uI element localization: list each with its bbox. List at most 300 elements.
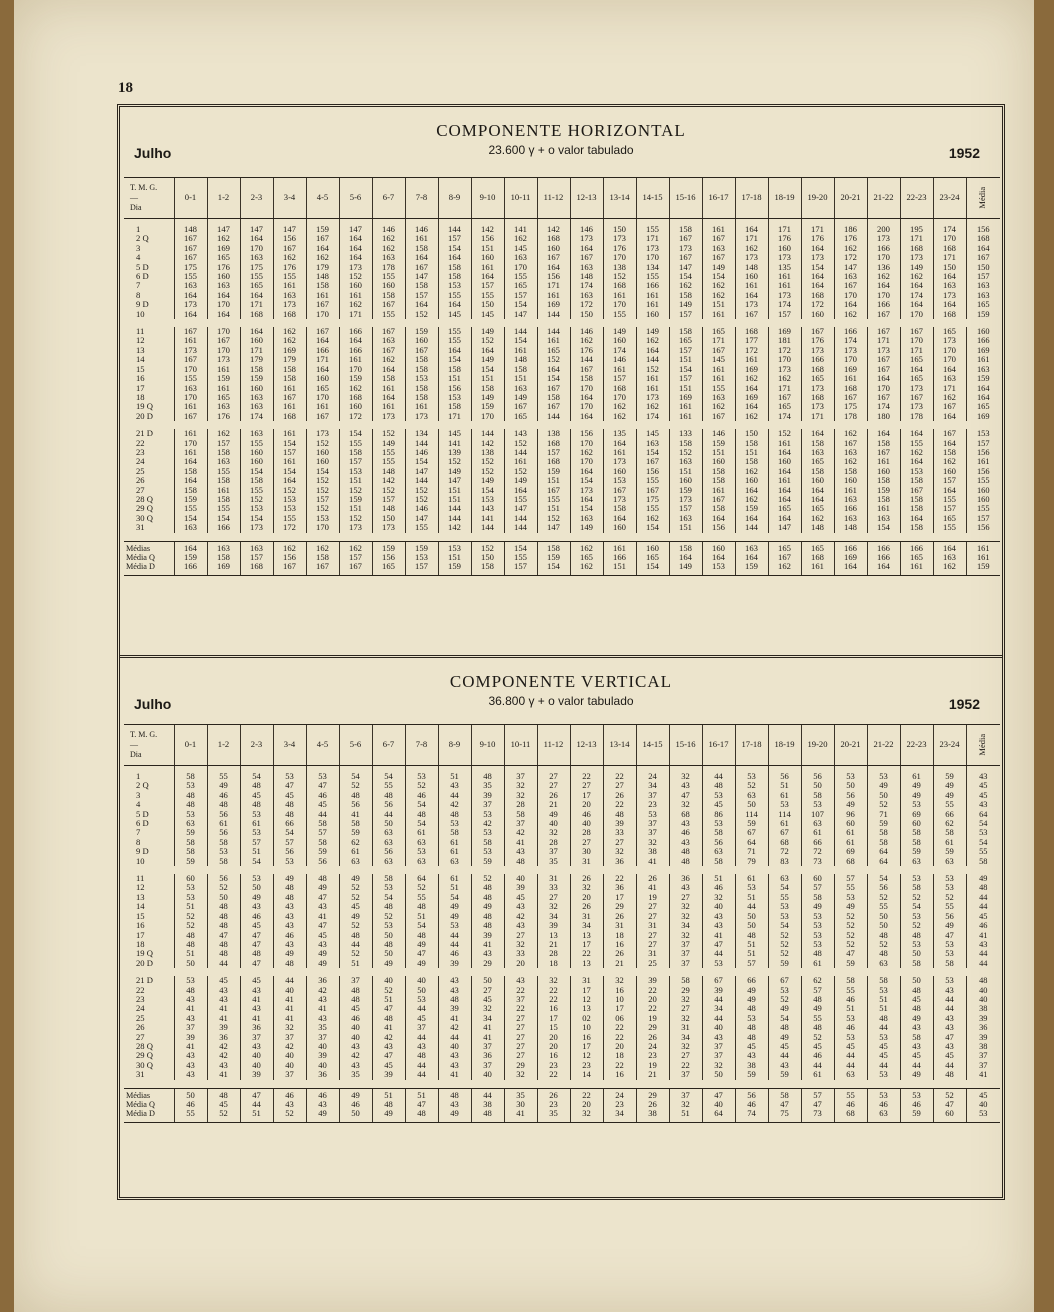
- value-cell: 44: [834, 1051, 867, 1060]
- horizontal-month: Julho: [134, 145, 172, 161]
- summary-value-cell: 51: [240, 1109, 273, 1122]
- value-cell: 50: [207, 893, 240, 902]
- value-cell: 53: [933, 883, 966, 892]
- value-cell: 163: [834, 448, 867, 457]
- summary-value-cell: 46: [834, 1100, 867, 1109]
- value-cell: 68: [669, 810, 702, 819]
- value-cell: 22: [669, 1061, 702, 1070]
- value-cell: 63: [438, 857, 471, 866]
- value-cell: 43: [372, 1042, 405, 1051]
- value-cell: 56: [768, 766, 801, 782]
- value-cell: 147: [834, 263, 867, 272]
- value-cell: 47: [933, 1033, 966, 1042]
- value-cell: 161: [273, 281, 306, 290]
- hour-header: 13-14: [603, 725, 636, 766]
- value-cell: 53: [768, 912, 801, 921]
- value-cell: 48: [174, 800, 207, 809]
- value-cell: 22: [603, 766, 636, 782]
- hour-header: 12-13: [570, 725, 603, 766]
- value-cell: 56: [306, 857, 339, 866]
- value-cell: 174: [603, 346, 636, 355]
- value-cell: 41: [471, 1033, 504, 1042]
- value-cell: 139: [438, 448, 471, 457]
- value-cell: 53: [174, 883, 207, 892]
- value-cell: 52: [768, 931, 801, 940]
- value-cell: 154: [867, 523, 900, 532]
- daily-mean-cell: 160: [966, 486, 1000, 495]
- value-cell: 151: [438, 495, 471, 504]
- value-cell: 48: [207, 902, 240, 911]
- value-cell: 167: [867, 448, 900, 457]
- value-cell: 163: [240, 393, 273, 402]
- value-cell: 147: [438, 476, 471, 485]
- table-row: [124, 374, 1000, 383]
- value-cell: 45: [240, 791, 273, 800]
- value-cell: 165: [768, 402, 801, 411]
- value-cell: 155: [438, 291, 471, 300]
- value-cell: 46: [702, 883, 735, 892]
- value-cell: 156: [438, 384, 471, 393]
- value-cell: 170: [603, 253, 636, 262]
- value-cell: 170: [504, 263, 537, 272]
- value-cell: 173: [867, 234, 900, 243]
- summary-value-cell: 50: [174, 1088, 207, 1100]
- summary-value-cell: 47: [768, 1100, 801, 1109]
- value-cell: 150: [471, 300, 504, 309]
- hour-header: 11-12: [537, 725, 570, 766]
- value-cell: 27: [636, 902, 669, 911]
- value-cell: 143: [504, 429, 537, 438]
- value-cell: 22: [537, 995, 570, 1004]
- value-cell: 53: [801, 940, 834, 949]
- summary-value-cell: 165: [801, 541, 834, 553]
- value-cell: 164: [735, 219, 768, 235]
- value-cell: 45: [405, 1014, 438, 1023]
- value-cell: 162: [603, 402, 636, 411]
- value-cell: 40: [702, 902, 735, 911]
- value-cell: 164: [933, 365, 966, 374]
- table-row: [124, 365, 1000, 374]
- value-cell: 161: [735, 355, 768, 364]
- value-cell: 152: [405, 310, 438, 319]
- value-cell: 152: [504, 467, 537, 476]
- summary-value-cell: 59: [900, 1109, 933, 1122]
- value-cell: 44: [768, 1051, 801, 1060]
- summary-value-cell: 49: [306, 1109, 339, 1122]
- summary-value-cell: 20: [570, 1100, 603, 1109]
- value-cell: 138: [471, 448, 504, 457]
- table-row: [124, 931, 1000, 940]
- value-cell: 170: [933, 234, 966, 243]
- daily-mean-cell: 64: [966, 810, 1000, 819]
- value-cell: 27: [603, 838, 636, 847]
- value-cell: 144: [438, 514, 471, 523]
- value-cell: 176: [207, 263, 240, 272]
- value-cell: 23: [570, 1061, 603, 1070]
- value-cell: 54: [438, 893, 471, 902]
- value-cell: 154: [801, 263, 834, 272]
- summary-value-cell: 51: [669, 1109, 702, 1122]
- value-cell: 48: [372, 940, 405, 949]
- value-cell: 17: [537, 1014, 570, 1023]
- value-cell: 37: [636, 828, 669, 837]
- value-cell: 147: [240, 219, 273, 235]
- value-cell: 164: [735, 402, 768, 411]
- value-cell: 162: [933, 393, 966, 402]
- value-cell: 145: [471, 310, 504, 319]
- value-cell: 53: [933, 976, 966, 985]
- value-cell: 37: [273, 1070, 306, 1079]
- value-cell: 152: [669, 448, 702, 457]
- table-row: [124, 959, 1000, 968]
- value-cell: 44: [702, 949, 735, 958]
- value-cell: 41: [636, 883, 669, 892]
- value-cell: 37: [504, 819, 537, 828]
- value-cell: 43: [306, 995, 339, 1004]
- value-cell: 171: [438, 412, 471, 421]
- summary-value-cell: 162: [306, 541, 339, 553]
- value-cell: 37: [537, 847, 570, 856]
- value-cell: 160: [867, 467, 900, 476]
- value-cell: 44: [405, 1070, 438, 1079]
- value-cell: 42: [207, 1042, 240, 1051]
- value-cell: 22: [603, 1061, 636, 1070]
- value-cell: 147: [339, 219, 372, 235]
- value-cell: 46: [240, 912, 273, 921]
- value-cell: 51: [768, 781, 801, 790]
- value-cell: 45: [240, 976, 273, 985]
- value-cell: 59: [174, 857, 207, 866]
- value-cell: 161: [537, 336, 570, 345]
- value-cell: 152: [273, 486, 306, 495]
- value-cell: 53: [174, 810, 207, 819]
- value-cell: 170: [207, 346, 240, 355]
- daily-mean-cell: 160: [966, 495, 1000, 504]
- table-row: [124, 1033, 1000, 1042]
- value-cell: 27: [570, 838, 603, 847]
- value-cell: 155: [471, 291, 504, 300]
- value-cell: 154: [273, 439, 306, 448]
- value-cell: 148: [735, 263, 768, 272]
- value-cell: 158: [372, 291, 405, 300]
- value-cell: 149: [702, 263, 735, 272]
- value-cell: 18: [603, 931, 636, 940]
- value-cell: 145: [702, 355, 735, 364]
- value-cell: 159: [174, 495, 207, 504]
- daily-mean-cell: 43: [966, 766, 1000, 782]
- value-cell: 161: [339, 355, 372, 364]
- value-cell: 17: [570, 1042, 603, 1051]
- summary-value-cell: 165: [900, 553, 933, 562]
- day-label: 9 D: [136, 847, 149, 857]
- value-cell: 156: [570, 429, 603, 438]
- value-cell: 40: [504, 874, 537, 883]
- value-cell: 63: [735, 791, 768, 800]
- value-cell: 26: [570, 902, 603, 911]
- summary-value-cell: 23: [603, 1100, 636, 1109]
- table-row: [124, 1023, 1000, 1032]
- value-cell: 164: [900, 429, 933, 438]
- value-cell: 63: [174, 819, 207, 828]
- daily-mean-cell: 38: [966, 1042, 1000, 1051]
- value-cell: 167: [174, 234, 207, 243]
- value-cell: 172: [273, 523, 306, 532]
- value-cell: 40: [471, 1070, 504, 1079]
- value-cell: 173: [933, 291, 966, 300]
- value-cell: 150: [570, 310, 603, 319]
- value-cell: 162: [834, 429, 867, 438]
- value-cell: 27: [636, 912, 669, 921]
- value-cell: 173: [603, 234, 636, 243]
- table-row: [124, 457, 1000, 466]
- value-cell: 158: [702, 476, 735, 485]
- value-cell: 164: [933, 486, 966, 495]
- value-cell: 175: [174, 263, 207, 272]
- hour-header: 17-18: [735, 725, 768, 766]
- value-cell: 155: [174, 374, 207, 383]
- value-cell: 59: [867, 819, 900, 828]
- value-cell: 149: [471, 476, 504, 485]
- value-cell: 164: [339, 253, 372, 262]
- value-cell: 165: [504, 412, 537, 421]
- value-cell: 44: [372, 810, 405, 819]
- value-cell: 58: [900, 1033, 933, 1042]
- day-label: 15: [136, 364, 145, 374]
- value-cell: 56: [933, 912, 966, 921]
- value-cell: 59: [471, 857, 504, 866]
- value-cell: 173: [933, 336, 966, 345]
- value-cell: 49: [306, 959, 339, 968]
- value-cell: 164: [801, 486, 834, 495]
- value-cell: 14: [570, 1070, 603, 1079]
- value-cell: 170: [306, 393, 339, 402]
- summary-value-cell: 159: [735, 562, 768, 575]
- value-cell: 36: [471, 1051, 504, 1060]
- value-cell: 53: [174, 893, 207, 902]
- value-cell: 52: [801, 1033, 834, 1042]
- summary-value-cell: 154: [504, 541, 537, 553]
- value-cell: 51: [438, 883, 471, 892]
- summary-row: [124, 1088, 1000, 1100]
- value-cell: 44: [438, 1033, 471, 1042]
- value-cell: 49: [900, 1014, 933, 1023]
- value-cell: 167: [537, 253, 570, 262]
- summary-value-cell: 47: [405, 1100, 438, 1109]
- value-cell: 161: [339, 291, 372, 300]
- hour-header: 6-7: [372, 178, 405, 219]
- value-cell: 159: [537, 467, 570, 476]
- value-cell: 34: [669, 921, 702, 930]
- value-cell: 167: [900, 327, 933, 336]
- value-cell: 42: [504, 828, 537, 837]
- hour-header: 19-20: [801, 178, 834, 219]
- value-cell: 160: [306, 448, 339, 457]
- value-cell: 37: [669, 949, 702, 958]
- value-cell: 175: [240, 263, 273, 272]
- value-cell: 43: [900, 1042, 933, 1051]
- summary-value-cell: 53: [867, 1088, 900, 1100]
- value-cell: 151: [669, 384, 702, 393]
- value-cell: 163: [504, 253, 537, 262]
- summary-value-cell: 160: [702, 541, 735, 553]
- value-cell: 170: [867, 384, 900, 393]
- value-cell: 168: [603, 281, 636, 290]
- value-cell: 149: [471, 327, 504, 336]
- value-cell: 153: [273, 504, 306, 513]
- value-cell: 171: [900, 234, 933, 243]
- value-cell: 40: [339, 1023, 372, 1032]
- value-cell: 10: [570, 1023, 603, 1032]
- value-cell: 31: [603, 921, 636, 930]
- spacer-cell: [124, 319, 1000, 327]
- value-cell: 155: [405, 523, 438, 532]
- value-cell: 179: [240, 355, 273, 364]
- value-cell: 167: [372, 300, 405, 309]
- day-label: 19 Q: [136, 402, 153, 412]
- value-cell: 153: [240, 504, 273, 513]
- hour-header: 6-7: [372, 725, 405, 766]
- value-cell: 68: [768, 838, 801, 847]
- value-cell: 26: [636, 874, 669, 883]
- value-cell: 49: [339, 874, 372, 883]
- table-row: [124, 1070, 1000, 1079]
- summary-value-cell: 74: [735, 1109, 768, 1122]
- value-cell: 43: [900, 1023, 933, 1032]
- summary-value-cell: 155: [504, 553, 537, 562]
- value-cell: 58: [702, 857, 735, 866]
- value-cell: 19: [636, 1014, 669, 1023]
- value-cell: 165: [504, 281, 537, 290]
- value-cell: 163: [174, 384, 207, 393]
- value-cell: 48: [801, 995, 834, 1004]
- value-cell: 46: [438, 949, 471, 958]
- value-cell: 173: [339, 263, 372, 272]
- value-cell: 175: [636, 495, 669, 504]
- value-cell: 164: [867, 281, 900, 290]
- value-cell: 53: [735, 1014, 768, 1023]
- daily-mean-cell: 160: [966, 327, 1000, 336]
- value-cell: 39: [306, 1051, 339, 1060]
- value-cell: 68: [834, 857, 867, 866]
- day-label: 22: [136, 438, 145, 448]
- value-cell: 61: [900, 766, 933, 782]
- value-cell: 164: [768, 495, 801, 504]
- value-cell: 162: [933, 457, 966, 466]
- day-label: 2 Q: [136, 781, 149, 791]
- value-cell: 169: [768, 327, 801, 336]
- value-cell: 152: [471, 457, 504, 466]
- value-cell: 39: [174, 1033, 207, 1042]
- value-cell: 61: [768, 819, 801, 828]
- value-cell: 168: [273, 310, 306, 319]
- daily-mean-cell: 41: [966, 931, 1000, 940]
- value-cell: 167: [669, 234, 702, 243]
- value-cell: 32: [504, 791, 537, 800]
- summary-value-cell: 51: [372, 1088, 405, 1100]
- summary-value-cell: 75: [768, 1109, 801, 1122]
- value-cell: 160: [735, 272, 768, 281]
- value-cell: 163: [372, 336, 405, 345]
- summary-value-cell: 152: [471, 541, 504, 553]
- value-cell: 173: [900, 402, 933, 411]
- value-cell: 164: [240, 291, 273, 300]
- summary-value-cell: 55: [834, 1088, 867, 1100]
- summary-value-cell: 29: [636, 1088, 669, 1100]
- summary-value-cell: 157: [339, 553, 372, 562]
- value-cell: 158: [207, 495, 240, 504]
- value-cell: 49: [240, 893, 273, 902]
- value-cell: 40: [306, 1061, 339, 1070]
- value-cell: 27: [669, 1004, 702, 1013]
- value-cell: 178: [372, 263, 405, 272]
- value-cell: 56: [207, 874, 240, 883]
- day-label: 25: [136, 1013, 145, 1023]
- value-cell: 141: [471, 514, 504, 523]
- daily-mean-cell: 54: [966, 819, 1000, 828]
- value-cell: 49: [834, 902, 867, 911]
- value-cell: 152: [768, 429, 801, 438]
- value-cell: 164: [933, 412, 966, 421]
- table-row: [124, 1061, 1000, 1070]
- value-cell: 159: [405, 327, 438, 336]
- value-cell: 43: [273, 902, 306, 911]
- value-cell: 144: [537, 412, 570, 421]
- value-cell: 56: [207, 810, 240, 819]
- day-label: 12: [136, 883, 145, 893]
- value-cell: 158: [702, 504, 735, 513]
- hour-header: 18-19: [768, 178, 801, 219]
- value-cell: 164: [306, 365, 339, 374]
- value-cell: 162: [504, 234, 537, 243]
- day-label: 25: [136, 466, 145, 476]
- value-cell: 152: [339, 272, 372, 281]
- value-cell: 32: [669, 766, 702, 782]
- value-cell: 154: [669, 365, 702, 374]
- corner-tmg: T. M. G.: [130, 730, 158, 739]
- value-cell: 154: [273, 467, 306, 476]
- value-cell: 35: [339, 1070, 372, 1079]
- value-cell: 51: [834, 1004, 867, 1013]
- summary-value-cell: 26: [537, 1088, 570, 1100]
- value-cell: 44: [405, 1004, 438, 1013]
- corner-header: [124, 725, 174, 766]
- value-cell: 52: [405, 883, 438, 892]
- value-cell: 32: [537, 902, 570, 911]
- summary-mean-cell: 161: [966, 553, 1000, 562]
- value-cell: 147: [273, 219, 306, 235]
- value-cell: 114: [768, 810, 801, 819]
- value-cell: 16: [603, 940, 636, 949]
- value-cell: 21: [603, 959, 636, 968]
- value-cell: 54: [900, 902, 933, 911]
- day-label: 24: [136, 457, 145, 467]
- value-cell: 45: [240, 921, 273, 930]
- value-cell: 57: [240, 838, 273, 847]
- value-cell: 163: [570, 514, 603, 523]
- value-cell: 44: [801, 1061, 834, 1070]
- summary-value-cell: 161: [801, 562, 834, 575]
- value-cell: 161: [702, 219, 735, 235]
- value-cell: 155: [504, 272, 537, 281]
- value-cell: 155: [372, 448, 405, 457]
- value-cell: 164: [867, 429, 900, 438]
- summary-value-cell: 73: [801, 1109, 834, 1122]
- day-label: 5 D: [136, 262, 149, 272]
- value-cell: 158: [438, 365, 471, 374]
- summary-value-cell: 164: [174, 541, 207, 553]
- value-cell: 146: [405, 448, 438, 457]
- summary-value-cell: 167: [273, 562, 306, 575]
